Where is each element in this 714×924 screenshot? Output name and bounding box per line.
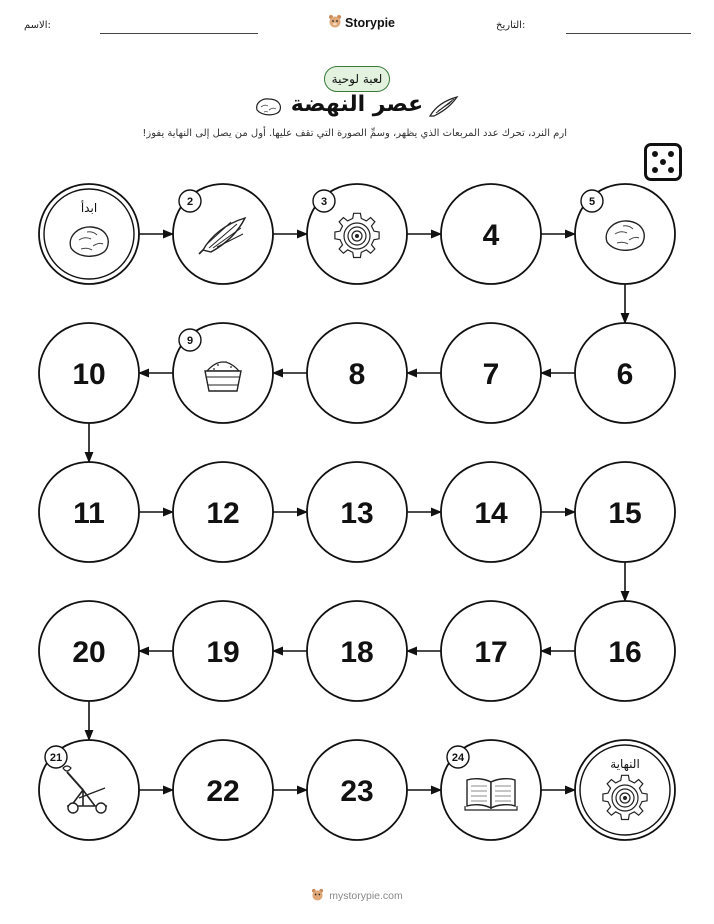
board-cell-8 [307, 323, 407, 423]
instructions-text: ارم النرد، تحرك عدد المربعات الذي يظهر، وسمِّ الصورة التي تقف عليها. أول من يصل إلى النهاية يفوز! [142, 128, 567, 139]
cell-number: 7 [482, 358, 500, 391]
board-cell-25 [575, 740, 675, 840]
board-cell-20 [39, 601, 139, 701]
board-cell-6 [575, 323, 675, 423]
board-cell-13 [307, 462, 407, 562]
cell-number-badge: 3 [320, 196, 328, 208]
board-cell-15 [575, 462, 675, 562]
board-cell-1 [39, 184, 139, 284]
board-cell-9 [173, 323, 273, 423]
board-cell-16 [575, 601, 675, 701]
rock-icon [606, 221, 644, 250]
board-cell-2 [173, 184, 273, 284]
board-cell-24 [441, 740, 541, 840]
book-icon [465, 779, 517, 810]
board-cell-3 [307, 184, 407, 284]
cell-number: 16 [608, 636, 642, 669]
game-type-badge: لعبة لوحية [324, 66, 390, 92]
cell-number: 20 [72, 636, 106, 669]
page-title: عصر النهضة [290, 92, 424, 117]
cell-number: 17 [474, 636, 508, 669]
board-cell-17 [441, 601, 541, 701]
cell-number: 22 [206, 775, 240, 808]
board-cell-19 [173, 601, 273, 701]
cell-number: 18 [340, 636, 374, 669]
board-cell-23 [307, 740, 407, 840]
cell-number-badge: 24 [451, 752, 465, 764]
footer-url[interactable]: mystorypie.com [329, 890, 403, 902]
board-cell-21 [39, 740, 139, 840]
cell-number: 12 [206, 497, 240, 530]
gear-icon [603, 775, 647, 819]
date-label: التاريخ: [496, 20, 526, 31]
board-cell-18 [307, 601, 407, 701]
cell-number-badge: 5 [588, 196, 596, 208]
cell-number-badge: 9 [186, 335, 194, 347]
cell-number: 10 [72, 358, 106, 391]
cell-number: 8 [348, 358, 366, 391]
board-cell-7 [441, 323, 541, 423]
board-cell-5 [575, 184, 675, 284]
bear-mascot-icon [311, 888, 324, 904]
finish-label: النهاية [610, 757, 640, 771]
cell-number: 13 [340, 497, 374, 530]
cell-number: 6 [616, 358, 634, 391]
brand-name: Storypie [345, 15, 396, 30]
start-label: ابدأ [80, 201, 98, 215]
name-label: الاسم: [24, 20, 51, 31]
board-cell-22 [173, 740, 273, 840]
cell-number: 14 [474, 497, 508, 530]
rock-icon [70, 227, 108, 256]
board-cell-12 [173, 462, 273, 562]
board-cell-10 [39, 323, 139, 423]
board-cell-4 [441, 184, 541, 284]
cell-number: 23 [340, 775, 374, 808]
cell-number: 4 [482, 219, 500, 252]
gear-icon [335, 213, 379, 257]
cell-number-badge: 2 [186, 196, 194, 208]
cell-number-badge: 21 [49, 752, 63, 764]
board-cell-11 [39, 462, 139, 562]
cell-number: 19 [206, 636, 240, 669]
cell-number: 15 [608, 497, 642, 530]
board-cell-14 [441, 462, 541, 562]
cell-number: 11 [73, 497, 105, 530]
footer [0, 888, 714, 904]
